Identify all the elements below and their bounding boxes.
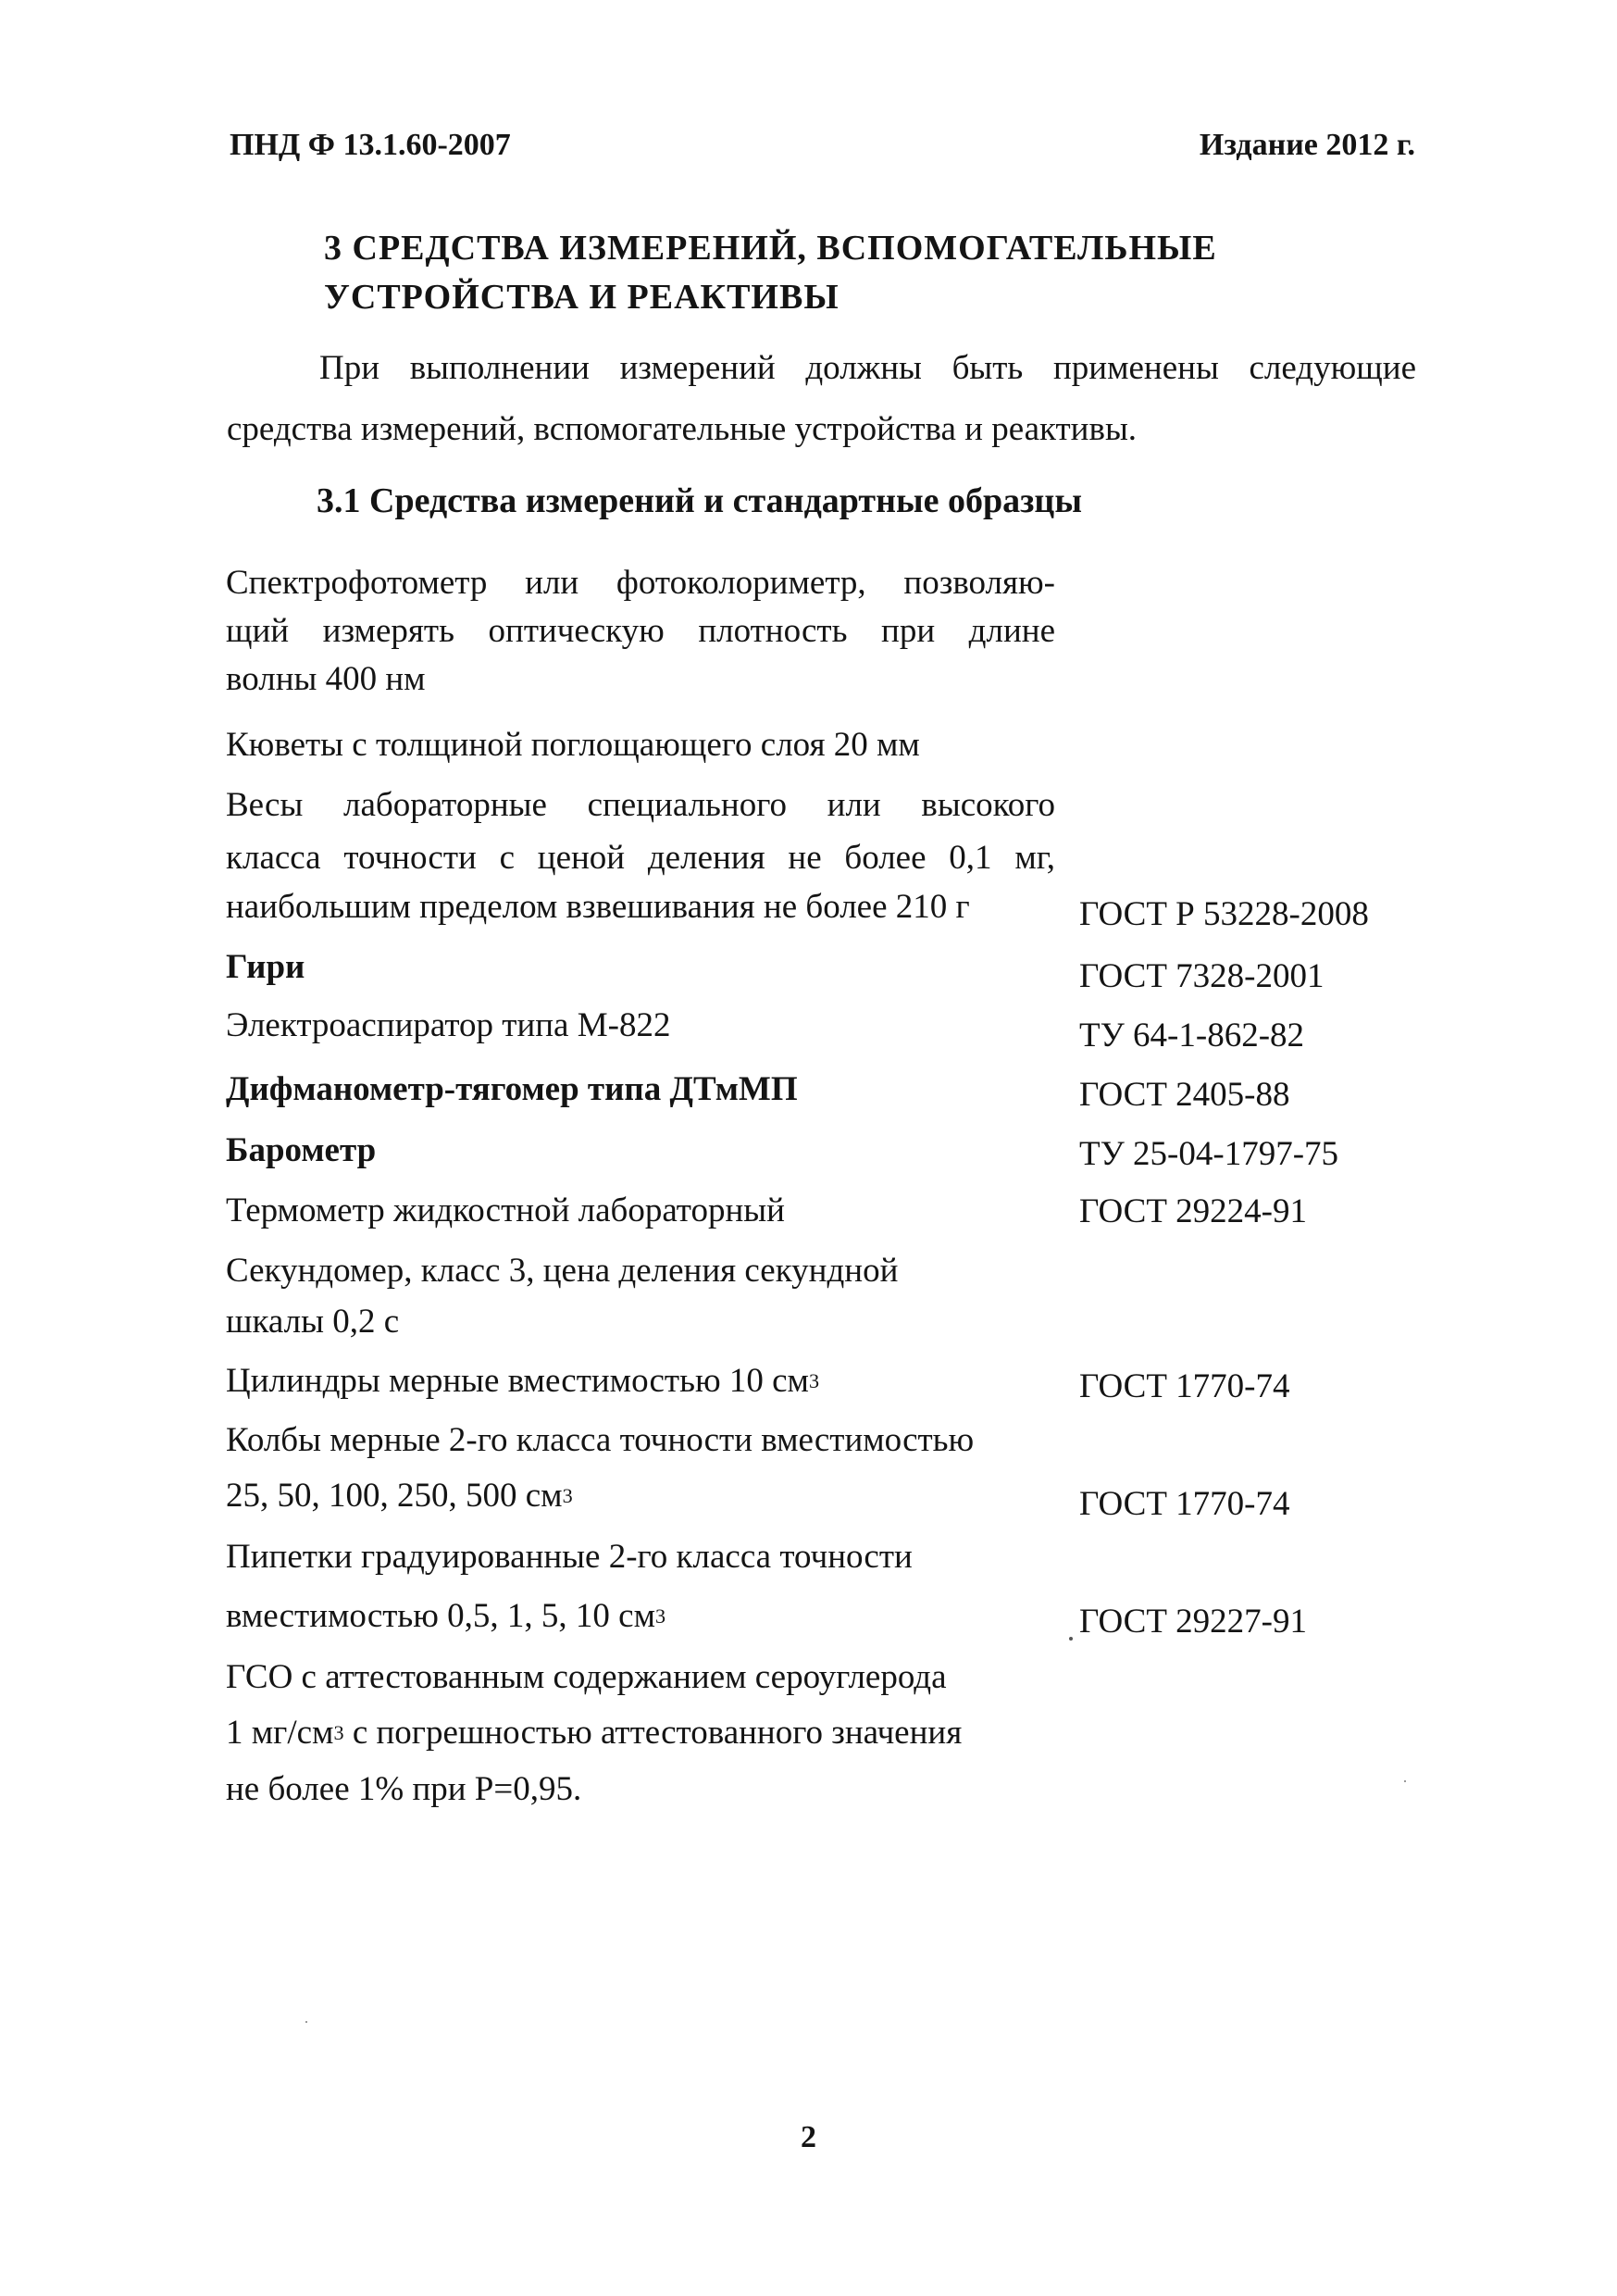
item-gso-line1: ГСО с аттестованным содержанием сероуглерода (226, 1658, 947, 1696)
item-flasks-text: 25, 50, 100, 250, 500 см (226, 1477, 563, 1515)
item-flasks-standard: ГОСТ 1770-74 (1079, 1485, 1290, 1523)
section-title (324, 224, 1217, 322)
item-scales-line1: Весы лабораторные специального или высокого (226, 786, 1055, 824)
item-pipettes-line1: Пипетки градуированные 2-го класса точности (226, 1538, 913, 1576)
item-scales-line3: наибольшим пределом взвешивания не более 210 г (226, 888, 970, 926)
item-cylinders (226, 1361, 819, 1401)
item-pipettes-standard: ГОСТ 29227-91 (1079, 1603, 1307, 1641)
item-spectrophotometer-line1: Спектрофотометр или фотоколориметр, позволяю- (226, 564, 1055, 602)
item-difmanometer-standard: ГОСТ 2405-88 (1079, 1076, 1290, 1114)
scan-speck (305, 2021, 307, 2023)
intro-paragraph (227, 338, 1416, 460)
item-thermometer-standard: ГОСТ 29224-91 (1079, 1192, 1307, 1230)
item-stopwatch-line1: Секундомер, класс 3, цена деления секундной (226, 1252, 899, 1290)
item-gso-line3: не более 1% при Р=0,95. (226, 1770, 582, 1808)
item-scales-line2: класса точности с ценой деления не более 0,1 мг, (226, 839, 1055, 877)
scan-speck (1404, 1780, 1406, 1782)
item-pipettes-text: вместимостью 0,5, 1, 5, 10 см (226, 1597, 656, 1635)
page-number: 2 (801, 2120, 816, 2154)
gso-superscript: 3 (333, 1720, 344, 1744)
pipettes-superscript: 3 (655, 1603, 666, 1628)
intro-line2: средства измерений, вспомогательные устройства и реактивы. (227, 410, 1138, 448)
item-cuvettes: Кюветы с толщиной поглощающего слоя 20 мм (226, 726, 920, 764)
section-title-line2: УСТРОЙСТВА И РЕАКТИВЫ (324, 278, 840, 317)
subsection-title: 3.1 Средства измерений и стандартные образцы (317, 481, 1082, 520)
scan-dot (1069, 1637, 1073, 1641)
item-weights-standard: ГОСТ 7328-2001 (1079, 957, 1325, 995)
item-gso-line2 (226, 1713, 962, 1753)
document-code: ПНД Ф 13.1.60-2007 (230, 128, 511, 162)
item-spectrophotometer-line3: волны 400 нм (226, 660, 426, 698)
edition-label: Издание 2012 г. (1199, 128, 1415, 162)
item-spectrophotometer-line2: щий измерять оптическую плотность при длине (226, 612, 1055, 650)
item-aspirator: Электроаспиратор типа М-822 (226, 1006, 671, 1044)
item-gso-text-a: 1 мг/см (226, 1714, 334, 1752)
item-stopwatch-line2: шкалы 0,2 с (226, 1303, 400, 1341)
item-pipettes-line2 (226, 1596, 665, 1636)
item-cylinders-standard: ГОСТ 1770-74 (1079, 1367, 1290, 1405)
intro-line1: При выполнении измерений должны быть применены следующие (319, 349, 1416, 387)
flasks-superscript: 3 (562, 1483, 573, 1507)
item-flasks-line2 (226, 1476, 573, 1516)
section-title-line1: 3 СРЕДСТВА ИЗМЕРЕНИЙ, ВСПОМОГАТЕЛЬНЫЕ (324, 229, 1217, 268)
item-flasks-line1: Колбы мерные 2-го класса точности вместимостью (226, 1421, 975, 1459)
item-difmanometer: Дифманометр-тягомер типа ДТмМП (226, 1070, 798, 1108)
item-barometer: Барометр (226, 1131, 377, 1169)
item-barometer-standard: ТУ 25-04-1797-75 (1079, 1135, 1339, 1173)
item-aspirator-standard: ТУ 64-1-862-82 (1079, 1017, 1305, 1054)
item-scales-standard: ГОСТ Р 53228-2008 (1079, 895, 1369, 933)
item-cylinders-text: Цилиндры мерные вместимостью 10 см (226, 1362, 809, 1400)
item-thermometer: Термометр жидкостной лабораторный (226, 1192, 785, 1229)
cylinders-superscript: 3 (808, 1368, 820, 1392)
item-gso-text-b: с погрешностью аттестованного значения (343, 1714, 963, 1752)
item-weights: Гири (226, 948, 305, 986)
